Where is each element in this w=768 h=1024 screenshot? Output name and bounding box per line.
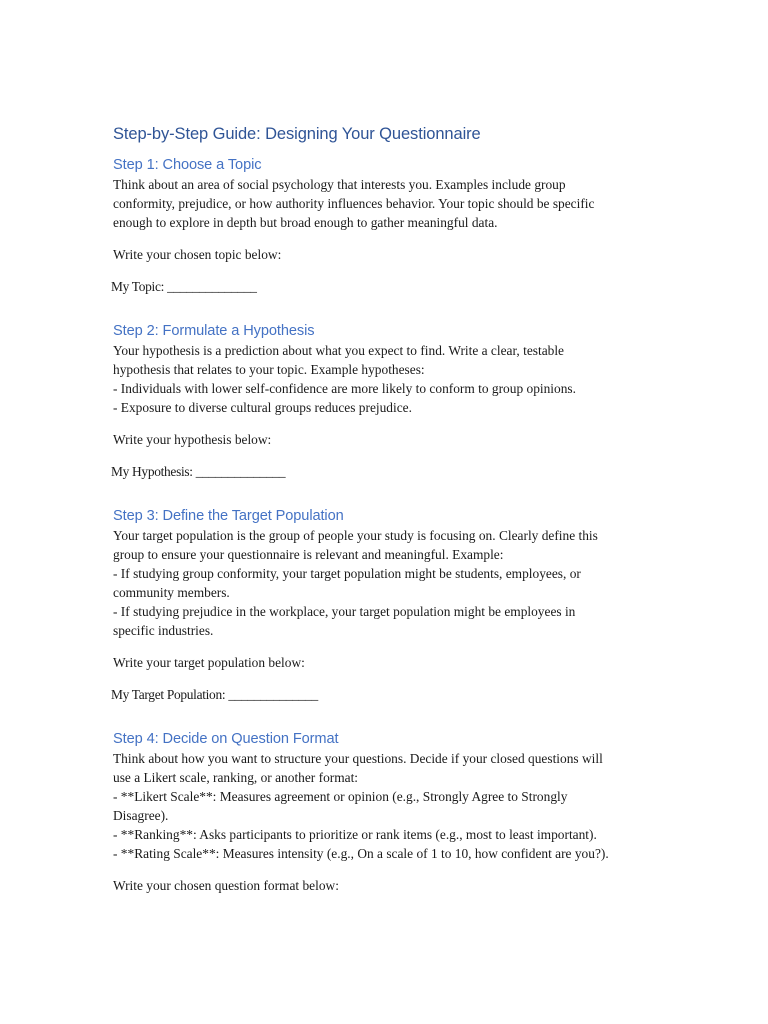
step-2-section [113, 322, 658, 481]
step-4-line: - **Ranking**: Asks participants to prioritize or rank items (e.g., most to least important). [113, 827, 597, 842]
step-4-heading: Step 4: Decide on Question Format [113, 731, 339, 747]
step-3-section [113, 507, 658, 704]
step-1-heading: Step 1: Choose a Topic [113, 157, 262, 173]
step-4-line: - **Likert Scale**: Measures agreement or opinion (e.g., Strongly Agree to Strongly [113, 789, 568, 804]
step-3-heading: Step 3: Define the Target Population [113, 508, 344, 524]
topic-answer-text: My Topic: ______________ [111, 279, 257, 294]
step-3-line: Your target population is the group of people your study is focusing on. Clearly define this [113, 528, 598, 543]
step-3-line: - If studying group conformity, your target population might be students, employees, or [113, 566, 581, 581]
step-4-line: use a Likert scale, ranking, or another format: [113, 770, 359, 785]
document-title: Step-by-Step Guide: Designing Your Questionnaire [113, 125, 481, 143]
step-2-line: Your hypothesis is a prediction about what you expect to find. Write a clear, testable [113, 343, 564, 358]
step-2-line: hypothesis that relates to your topic. Example hypotheses: [113, 362, 425, 377]
step-4-line: Think about how you want to structure your questions. Decide if your closed questions will [113, 751, 603, 766]
step-4-prompt: Write your chosen question format below: [113, 878, 339, 893]
step-1-paragraph [113, 175, 658, 232]
step-1-line: enough to explore in depth but broad enough to gather meaningful data. [113, 215, 498, 230]
step-4-line: Disagree). [113, 808, 169, 823]
step-1-prompt: Write your chosen topic below: [113, 247, 282, 262]
step-1-section [113, 156, 658, 296]
step-3-paragraph [113, 526, 658, 640]
step-2-prompt: Write your hypothesis below: [113, 432, 272, 447]
step-3-line: specific industries. [113, 623, 214, 638]
target-population-answer-text: My Target Population: ______________ [111, 687, 318, 702]
topic-answer-field[interactable] [111, 277, 658, 296]
step-4-paragraph [113, 749, 658, 863]
document-page [113, 123, 658, 921]
step-3-line: community members. [113, 585, 230, 600]
step-3-prompt: Write your target population below: [113, 655, 305, 670]
step-2-paragraph [113, 341, 658, 417]
step-4-section [113, 730, 658, 895]
step-3-line: - If studying prejudice in the workplace, your target population might be employees in [113, 604, 576, 619]
step-3-line: group to ensure your questionnaire is relevant and meaningful. Example: [113, 547, 504, 562]
step-2-line: - Exposure to diverse cultural groups reduces prejudice. [113, 400, 412, 415]
hypothesis-answer-field[interactable] [111, 462, 658, 481]
step-1-line: conformity, prejudice, or how authority influences behavior. Your topic should be specific [113, 196, 595, 211]
step-2-heading: Step 2: Formulate a Hypothesis [113, 323, 315, 339]
step-2-line: - Individuals with lower self-confidence are more likely to conform to group opinions. [113, 381, 576, 396]
target-population-answer-field[interactable] [111, 685, 658, 704]
step-1-line: Think about an area of social psychology that interests you. Examples include group [113, 177, 566, 192]
step-4-line: - **Rating Scale**: Measures intensity (e.g., On a scale of 1 to 10, how confident are you?). [113, 846, 609, 861]
hypothesis-answer-text: My Hypothesis: ______________ [111, 464, 286, 479]
